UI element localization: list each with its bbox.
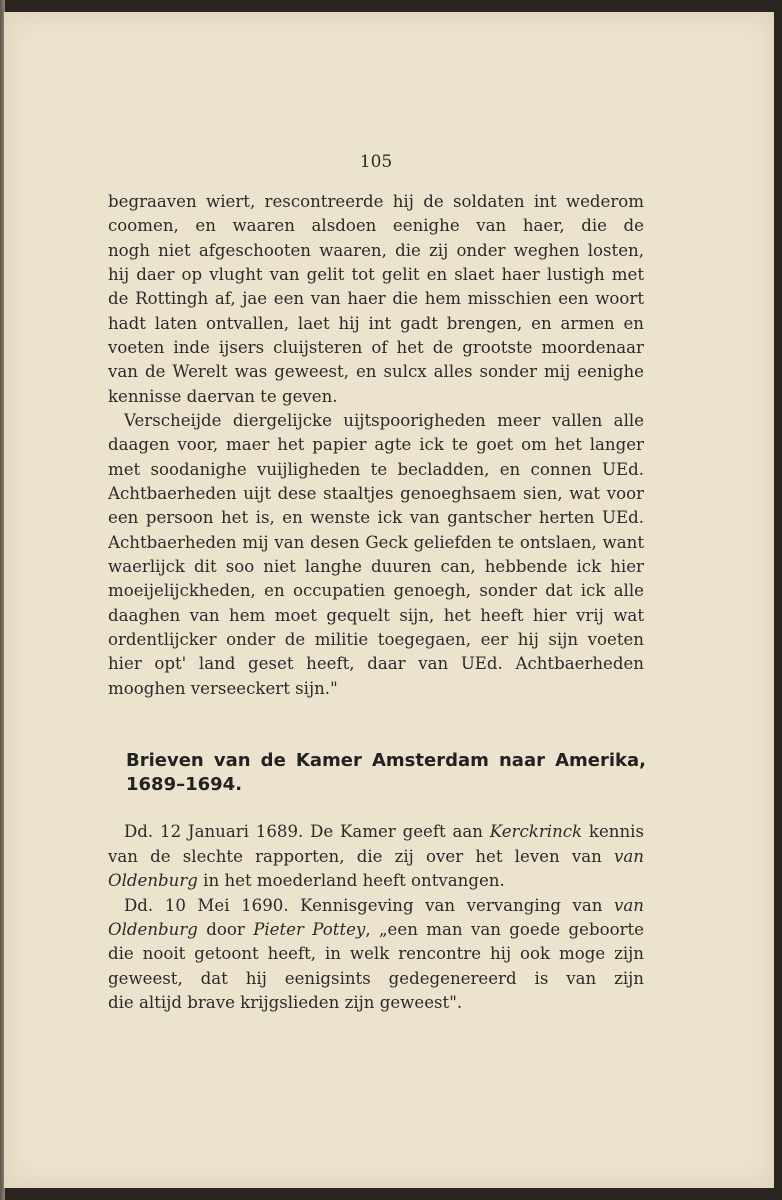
body-line: daagen voor, maer het papier agte ick te goet om het langer xyxy=(108,435,644,454)
person-name: Oldenburg xyxy=(108,920,198,939)
entry-line: die altijd brave krijgslieden zijn geweest". xyxy=(108,993,463,1012)
entry-text: door xyxy=(197,920,254,939)
body-line: met soodanighe vuijligheden te becladden, en connen UEd. xyxy=(108,460,644,479)
page-number: 105 xyxy=(359,152,393,172)
body-line: hij daer op vlught van gelit tot gelit en slaet haer lustigh met xyxy=(108,265,644,284)
body-line: nogh niet afgeschooten waaren, die zij onder weghen losten, xyxy=(108,241,644,260)
entry-text: in het moederland heeft ontvangen. xyxy=(197,871,505,890)
body-line: coomen, en waaren alsdoen eenighe van haer, die de xyxy=(108,216,644,235)
body-line: een persoon het is, en wenste ick van gantscher herten UEd. xyxy=(108,508,644,527)
entry-text: Dd. 12 Januari 1689. De Kamer geeft aan xyxy=(124,822,490,841)
person-name: van xyxy=(614,847,644,866)
person-name: Pieter Pottey xyxy=(253,920,366,939)
body-line: hadt laten ontvallen, laet hij int gadt brengen, en armen en xyxy=(108,314,644,333)
entry-line xyxy=(124,820,644,844)
body-line: begraaven wiert, rescontreerde hij de soldaten int wederom xyxy=(108,192,644,211)
entry-line xyxy=(108,869,644,893)
body-line: moeijelijckheden, en occupatien genoegh, sonder dat ick alle xyxy=(108,581,644,600)
body-line: Achtbaerheden uijt dese staaltjes genoeghsaem sien, wat voor xyxy=(108,484,644,503)
person-name: van xyxy=(614,896,644,915)
entry-line: die nooit getoont heeft, in welk rencontre hij ook moge zijn xyxy=(108,944,644,963)
body-line: Achtbaerheden mij van desen Geck geliefden te ontslaen, want xyxy=(108,533,644,552)
person-name: Kerckrinck xyxy=(489,822,583,841)
section-heading-line-2: 1689–1694. xyxy=(126,774,243,795)
section-heading-line-1: Brieven van de Kamer Amsterdam naar Amerika, xyxy=(126,750,646,771)
entry-text: kennis xyxy=(582,822,644,841)
book-page xyxy=(4,12,774,1188)
body-line: mooghen verseeckert sijn." xyxy=(108,679,338,698)
entry-line: geweest, dat hij eenigsints gedegenereerd is van zijn xyxy=(108,969,644,988)
body-line: waerlijck dit soo niet langhe duuren can, hebbende ick hier xyxy=(108,557,644,576)
entry-text: van de slechte rapporten, die zij over het leven van xyxy=(108,847,615,866)
body-line: daaghen van hem moet gequelt sijn, het heeft hier vrij wat xyxy=(108,606,644,625)
entry-line xyxy=(124,894,644,918)
body-line: kennisse daervan te geven. xyxy=(108,387,338,406)
body-line: de Rottingh af, jae een van haer die hem misschien een woort xyxy=(108,289,644,308)
body-line: van de Werelt was geweest, en sulcx alles sonder mij eenighe xyxy=(108,362,644,381)
entry-line xyxy=(108,918,644,942)
entry-line xyxy=(108,845,644,869)
body-line: hier opt' land geset heeft, daar van UEd. Achtbaerheden xyxy=(108,654,644,673)
body-line: voeten inde ijsers cluijsteren of het de grootste moordenaar xyxy=(108,338,644,357)
entry-text: Dd. 10 Mei 1690. Kennisgeving van vervanging van xyxy=(124,896,615,915)
body-line: Verscheijde diergelijcke uijtspoorigheden meer vallen alle xyxy=(124,411,644,430)
person-name: Oldenburg xyxy=(108,871,198,890)
body-line: ordentlijcker onder de militie toegegaen, eer hij sijn voeten xyxy=(108,630,644,649)
entry-text: , „een man van goede geboorte xyxy=(365,920,644,939)
